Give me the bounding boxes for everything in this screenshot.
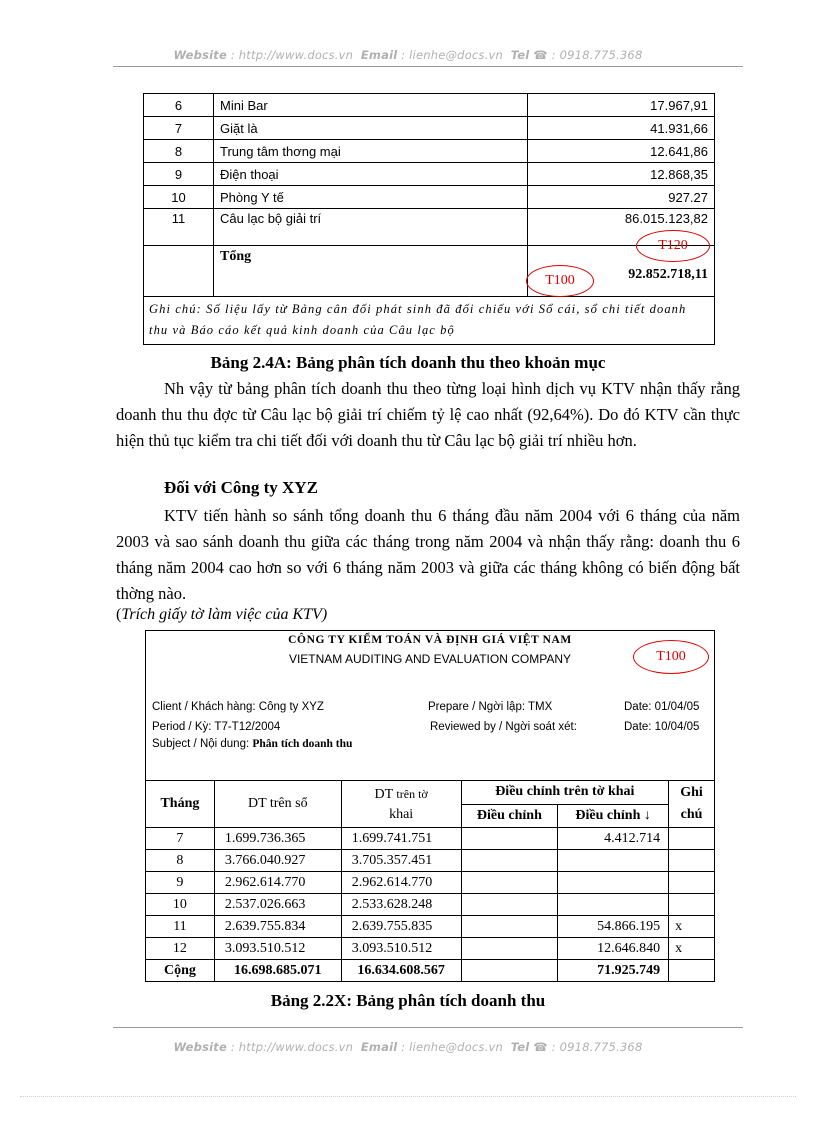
col-month: Tháng bbox=[146, 781, 215, 828]
reviewed-line: Reviewed by / Ngời soát xét: bbox=[430, 721, 577, 733]
table2-cell-up bbox=[461, 872, 558, 894]
col-note-2: chú bbox=[680, 807, 703, 822]
bottom-dotted-line bbox=[20, 1096, 796, 1097]
footer-website-label: Website bbox=[173, 1040, 227, 1054]
table2-cell-book: 3.093.510.512 bbox=[214, 938, 341, 960]
table1-cell-name: Trung tâm thơng mại bbox=[214, 140, 528, 163]
table2-row bbox=[146, 938, 715, 960]
table2-cell-note bbox=[669, 850, 715, 872]
table1-cell-no: 9 bbox=[144, 163, 214, 186]
table2-cell-down: 12.646.840 bbox=[558, 938, 669, 960]
table2-cell-month: 10 bbox=[146, 894, 215, 916]
table1-cell-name: Câu lạc bộ giải trí bbox=[214, 209, 528, 246]
paragraph-2-text: KTV tiến hành so sánh tổng doanh thu 6 tháng đầu năm 2004 với 6 tháng của năm 2003 và sao sánh doanh thu giữa các tháng trong năm 2004 và nhận thấy rằng: doanh thu 6 tháng năm 2004 cao hơn so với 6 tháng năm 2003 và giữa các tháng không có biến động bất thờng nào. bbox=[116, 506, 740, 603]
email-value: : lienhe@docs.vn bbox=[401, 48, 503, 62]
header-divider bbox=[113, 66, 743, 67]
table2-cell-book: 2.537.026.663 bbox=[214, 894, 341, 916]
table2-total-row bbox=[146, 960, 715, 982]
table1-total-label: Tổng bbox=[214, 246, 528, 297]
table1-cell-no: 6 bbox=[144, 94, 214, 117]
table2-cell-book: 16.698.685.071 bbox=[214, 960, 341, 982]
table2-cell-month: 11 bbox=[146, 916, 215, 938]
website-value: : http://www.docs.vn bbox=[230, 48, 354, 62]
table2-cell-decl: 16.634.608.567 bbox=[341, 960, 461, 982]
table2-cell-down bbox=[558, 872, 669, 894]
table1-note: Ghi chú: Số liệu lấy từ Bảng cân đối phát sinh đã đối chiếu với Sổ cái, sổ chi tiết doanh thu và Báo cáo kết quả kinh doanh của Câu lạc bộ bbox=[144, 297, 715, 345]
section-heading: Đối với Công ty XYZ bbox=[164, 478, 318, 497]
table2-cell-up bbox=[461, 850, 558, 872]
source-note bbox=[116, 606, 327, 624]
footer-email-label: Email bbox=[360, 1040, 398, 1054]
footer-tel-value: : 0918.775.368 bbox=[551, 1040, 643, 1054]
table2-cell-note bbox=[669, 894, 715, 916]
table2-cell-down bbox=[558, 850, 669, 872]
table1-cell-no: 8 bbox=[144, 140, 214, 163]
table1-cell-value: 41.931,66 bbox=[528, 117, 715, 140]
table2-cell-up bbox=[461, 916, 558, 938]
table2-cell-decl: 3.705.357.451 bbox=[341, 850, 461, 872]
table2-cell-book: 3.766.040.927 bbox=[214, 850, 341, 872]
table2-cell-month: 12 bbox=[146, 938, 215, 960]
table2-cell-down: 54.866.195 bbox=[558, 916, 669, 938]
table1-row bbox=[144, 94, 715, 117]
col-adjust-up: Điều chỉnh bbox=[461, 804, 558, 828]
subject-line bbox=[152, 738, 352, 750]
page-header bbox=[0, 48, 816, 62]
footer-phone-icon: ☎ bbox=[533, 1040, 548, 1054]
table1-cell-name: Điện thoại bbox=[214, 163, 528, 186]
table2-cell-note: x bbox=[669, 938, 715, 960]
col-note bbox=[669, 781, 715, 828]
client-line: Client / Khách hàng: Công ty XYZ bbox=[152, 701, 324, 713]
table1-row bbox=[144, 209, 715, 246]
col-dt-decl-1: DT bbox=[374, 786, 393, 802]
table2-cell-up bbox=[461, 960, 558, 982]
website-label: Website bbox=[173, 48, 227, 62]
table1-cell-value: 12.868,35 bbox=[528, 163, 715, 186]
footer-website-value: : http://www.docs.vn bbox=[230, 1040, 354, 1054]
table2-cell-down: 4.412.714 bbox=[558, 828, 669, 850]
table1-caption: Bảng 2.4A: Bảng phân tích doanh thu theo khoản mục bbox=[210, 353, 606, 372]
paragraph-1 bbox=[116, 376, 740, 454]
table1-row bbox=[144, 163, 715, 186]
tel-value: : 0918.775.368 bbox=[551, 48, 643, 62]
col-dt-decl-2: trên tờ bbox=[396, 786, 428, 801]
table1-cell-no: 10 bbox=[144, 186, 214, 209]
table2-cell-note bbox=[669, 828, 715, 850]
email-label: Email bbox=[360, 48, 398, 62]
table1-cell-value: 86.015.123,82 bbox=[528, 209, 715, 246]
table1-cell-no: 11 bbox=[144, 209, 214, 246]
table2-cell-month: 7 bbox=[146, 828, 215, 850]
table1-total-value: 92.852.718,11 bbox=[528, 246, 715, 297]
footer-divider bbox=[113, 1027, 743, 1028]
table2-row bbox=[146, 916, 715, 938]
wp-t100-mark: T100 bbox=[633, 640, 709, 674]
table2-cell-book: 2.639.755.834 bbox=[214, 916, 341, 938]
table2-row bbox=[146, 828, 715, 850]
table2-cell-note bbox=[669, 960, 715, 982]
table2-cell-decl: 2.962.614.770 bbox=[341, 872, 461, 894]
period-line: Period / Kỳ: T7-T12/2004 bbox=[152, 721, 281, 733]
table2-cell-note bbox=[669, 872, 715, 894]
table2-cell-decl: 2.639.755.835 bbox=[341, 916, 461, 938]
table1-cell-name: Mini Bar bbox=[214, 94, 528, 117]
tel-label: Tel bbox=[510, 48, 530, 62]
col-dt-decl-3: khai bbox=[389, 806, 414, 822]
paragraph-2 bbox=[116, 503, 740, 607]
table2-cell-month: 8 bbox=[146, 850, 215, 872]
table2-cell-book: 2.962.614.770 bbox=[214, 872, 341, 894]
page-footer bbox=[0, 1040, 816, 1054]
prepare-line: Prepare / Ngời lập: TMX bbox=[428, 701, 553, 713]
phone-icon: ☎ bbox=[533, 48, 548, 62]
table2-cell-up bbox=[461, 828, 558, 850]
col-adjust-down: Điều chỉnh ↓ bbox=[558, 804, 669, 828]
company-name-vn: CÔNG TY KIỂM TOÁN VÀ ĐỊNH GIÁ VIỆT NAM bbox=[288, 634, 572, 646]
t100-mark: T100 bbox=[526, 265, 594, 297]
table2-cell-month: Cộng bbox=[146, 960, 215, 982]
paragraph-1-text: Nh vậy từ bảng phân tích doanh thu theo từng loại hình dịch vụ KTV nhận thấy rằng doanh thu thu đợc từ Câu lạc bộ giải trí chiếm tỷ lệ cao nhất (92,64%). Do đó KTV cần thực hiện thủ tục kiểm tra chi tiết đối với doanh thu từ Câu lạc bộ giải trí nhiều hơn. bbox=[116, 379, 740, 450]
table1-total-row bbox=[144, 246, 715, 297]
table1-note-row bbox=[144, 297, 715, 345]
table2-cell-up bbox=[461, 894, 558, 916]
date-1: Date: 01/04/05 bbox=[624, 701, 700, 713]
revenue-by-item-table bbox=[143, 93, 715, 345]
table1-row bbox=[144, 140, 715, 163]
source-text: Trích giấy tờ làm việc của KTV) bbox=[121, 606, 328, 623]
table2-cell-note: x bbox=[669, 916, 715, 938]
table2-cell-book: 1.699.736.365 bbox=[214, 828, 341, 850]
company-name-en: VIETNAM AUDITING AND EVALUATION COMPANY bbox=[288, 652, 572, 666]
subject-value: Phân tích doanh thu bbox=[252, 738, 353, 750]
table1-total-empty bbox=[144, 246, 214, 297]
footer-tel-label: Tel bbox=[510, 1040, 530, 1054]
table1-row bbox=[144, 186, 715, 209]
table2-row bbox=[146, 850, 715, 872]
col-note-1: Ghi bbox=[680, 785, 703, 800]
t120-mark: T120 bbox=[636, 230, 710, 262]
col-dt-book: DT trên sổ bbox=[214, 781, 341, 828]
source-open: ( bbox=[116, 606, 122, 623]
table2-cell-down bbox=[558, 894, 669, 916]
date-2: Date: 10/04/05 bbox=[624, 721, 700, 733]
table1-cell-no: 7 bbox=[144, 117, 214, 140]
table2-cell-decl: 2.533.628.248 bbox=[341, 894, 461, 916]
table2-cell-decl: 1.699.741.751 bbox=[341, 828, 461, 850]
table2-cell-month: 9 bbox=[146, 872, 215, 894]
monthly-revenue-table bbox=[145, 780, 715, 982]
table1-cell-name: Phòng Y tế bbox=[214, 186, 528, 209]
table2-cell-down: 71.925.749 bbox=[558, 960, 669, 982]
table2-cell-decl: 3.093.510.512 bbox=[341, 938, 461, 960]
table2-row bbox=[146, 872, 715, 894]
col-dt-decl bbox=[341, 781, 461, 828]
working-paper-header bbox=[145, 630, 715, 781]
table1-row bbox=[144, 117, 715, 140]
table1-cell-name: Giặt là bbox=[214, 117, 528, 140]
table2-row bbox=[146, 894, 715, 916]
table1-cell-value: 12.641,86 bbox=[528, 140, 715, 163]
table1-cell-value: 927.27 bbox=[528, 186, 715, 209]
table2-caption: Bảng 2.2X: Bảng phân tích doanh thu bbox=[270, 991, 546, 1010]
table1-cell-value: 17.967,91 bbox=[528, 94, 715, 117]
col-adjust-group: Điều chỉnh trên tờ khai bbox=[461, 781, 669, 805]
footer-email-value: : lienhe@docs.vn bbox=[401, 1040, 503, 1054]
table2-cell-up bbox=[461, 938, 558, 960]
subject-label: Subject / Nội dung: bbox=[152, 738, 250, 750]
